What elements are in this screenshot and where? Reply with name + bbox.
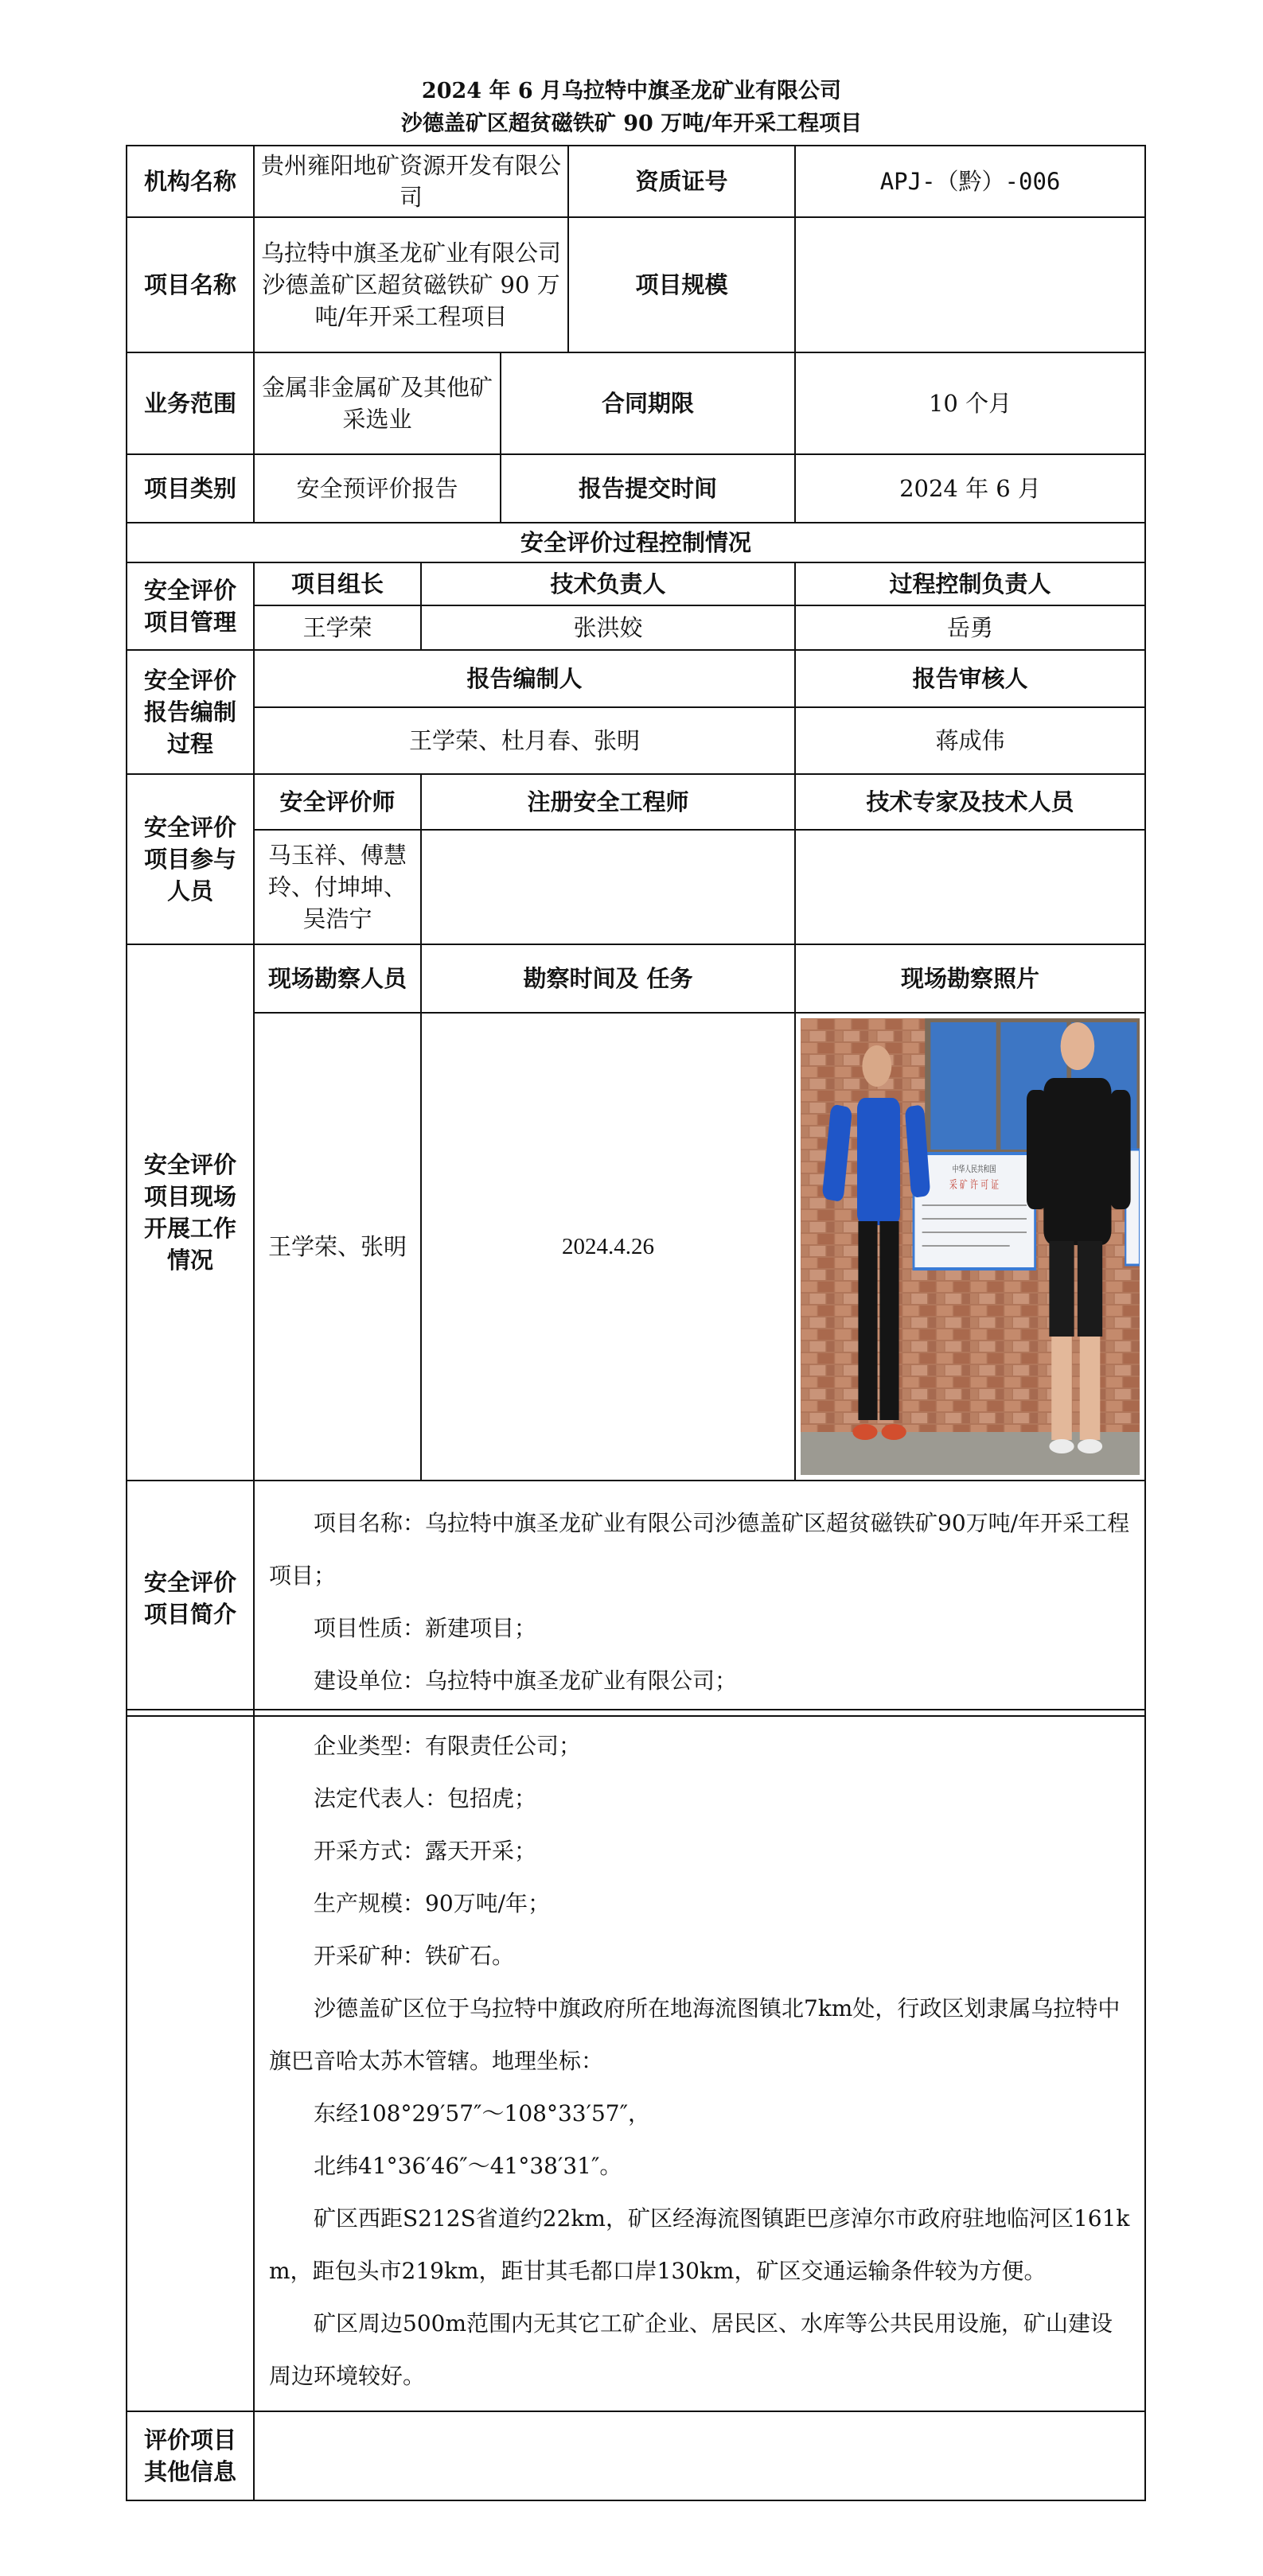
team-leader-value: 王学荣 <box>254 605 421 650</box>
compiler-label: 报告编制人 <box>254 650 795 707</box>
business-scope-value: 金属非金属矿及其他矿采选业 <box>254 352 501 454</box>
sign-title: 中华人民共和国 <box>952 1164 996 1175</box>
environment-description: 矿区周边500m范围内无其它工矿企业、居民区、水库等公共民用设施，矿山建设周边环境较好。 <box>269 2310 1113 2389</box>
project-type-label: 项目类别 <box>127 454 254 523</box>
survey-photo-label: 现场勘察照片 <box>795 944 1145 1013</box>
longitude: 东经108°29′57″～108°33′57″， <box>314 2100 651 2127</box>
summary-project-name: 项目名称：乌拉特中旗圣龙矿业有限公司沙德盖矿区超贫磁铁矿90万吨/年开采工程项目； <box>269 1510 1130 1589</box>
project-management-label: 安全评价项目管理 <box>127 562 254 650</box>
summary-continuation-content <box>254 1710 1145 2411</box>
other-info-label: 评价项目其他信息 <box>127 2411 254 2500</box>
process-control-label: 过程控制负责人 <box>795 562 1145 605</box>
cert-no-label: 资质证号 <box>568 146 795 217</box>
project-scale-label: 项目规模 <box>568 217 795 352</box>
surveyors-value: 王学荣、张明 <box>254 1013 421 1481</box>
legal-representative: 法定代表人：包招虎； <box>314 1785 537 1811</box>
process-section-title: 安全评价过程控制情况 <box>127 523 1145 562</box>
project-type-value: 安全预评价报告 <box>254 454 501 523</box>
latitude: 北纬41°36′46″～41°38′31″。 <box>314 2153 622 2179</box>
evaluation-info-table <box>126 145 1146 1717</box>
summary-builder: 建设单位：乌拉特中旗圣龙矿业有限公司； <box>314 1667 738 1694</box>
tech-lead-value: 张洪姣 <box>421 605 795 650</box>
submit-time-label: 报告提交时间 <box>501 454 795 523</box>
mining-method: 开采方式：露天开采； <box>314 1838 537 1864</box>
location-description: 沙德盖矿区位于乌拉特中旗政府所在地海流图镇北7km处，行政区划隶属乌拉特中旗巴音哈太苏木管辖。地理坐标： <box>269 1995 1121 2074</box>
project-summary-label: 安全评价项目简介 <box>127 1481 254 1716</box>
survey-time-task-label: 勘察时间及 任务 <box>421 944 795 1013</box>
summary-continuation-label <box>127 1710 254 2411</box>
compilers-value: 王学荣、杜月春、张明 <box>254 707 795 774</box>
project-name-label: 项目名称 <box>127 217 254 352</box>
project-name-value: 乌拉特中旗圣龙矿业有限公司沙德盖矿区超贫磁铁矿 90 万吨/年开采工程项目 <box>254 217 568 352</box>
site-work-label: 安全评价项目现场开展工作情况 <box>127 944 254 1481</box>
production-scale: 生产规模：90万吨/年； <box>314 1890 551 1916</box>
org-name-value: 贵州雍阳地矿资源开发有限公司 <box>254 146 568 217</box>
report-compilation-label: 安全评价报告编制过程 <box>127 650 254 774</box>
sign-heading: 采 矿 许 可 证 <box>949 1178 1000 1192</box>
contract-period-value: 10 个月 <box>795 352 1145 454</box>
team-leader-label: 项目组长 <box>254 562 421 605</box>
reviewer-label: 报告审核人 <box>795 650 1145 707</box>
document-title-line1: 2024 年 6 月乌拉特中旗圣龙矿业有限公司 <box>421 79 842 103</box>
project-scale-value <box>795 217 1145 352</box>
mineral-type: 开采矿种：铁矿石。 <box>314 1943 515 1969</box>
contract-period-label: 合同期限 <box>501 352 795 454</box>
summary-continuation-table <box>126 1709 1146 2501</box>
tech-expert-value <box>795 830 1145 944</box>
tech-expert-label: 技术专家及技术人员 <box>795 774 1145 830</box>
enterprise-type: 企业类型：有限责任公司； <box>314 1733 582 1759</box>
evaluators-value: 马玉祥、傅慧玲、付坤坤、吴浩宁 <box>254 830 421 944</box>
survey-date-value: 2024.4.26 <box>421 1013 795 1481</box>
submit-time-value: 2024 年 6 月 <box>795 454 1145 523</box>
safety-engineer-value <box>421 830 795 944</box>
safety-engineer-label: 注册安全工程师 <box>421 774 795 830</box>
evaluator-label: 安全评价师 <box>254 774 421 830</box>
traffic-description: 矿区西距S212S省道约22km，矿区经海流图镇距巴彦淖尔市政府驻地临河区161km，距包头市219km，距甘其毛都口岸130km，矿区交通运输条件较为方便。 <box>269 2205 1130 2284</box>
reviewer-value: 蒋成伟 <box>795 707 1145 774</box>
document-title-line2: 沙德盖矿区超贫磁铁矿 90 万吨/年开采工程项目 <box>400 111 863 136</box>
participants-label: 安全评价项目参与人员 <box>127 774 254 944</box>
process-control-value: 岳勇 <box>795 605 1145 650</box>
tech-lead-label: 技术负责人 <box>421 562 795 605</box>
site-survey-photo <box>801 1018 1140 1475</box>
project-summary-content <box>254 1481 1145 1716</box>
business-scope-label: 业务范围 <box>127 352 254 454</box>
surveyor-label: 现场勘察人员 <box>254 944 421 1013</box>
org-name-label: 机构名称 <box>127 146 254 217</box>
cert-no-value: APJ-（黔）-006 <box>795 146 1145 217</box>
summary-project-nature: 项目性质：新建项目； <box>314 1615 537 1641</box>
survey-photo-cell <box>795 1013 1145 1481</box>
other-info-value <box>254 2411 1145 2500</box>
